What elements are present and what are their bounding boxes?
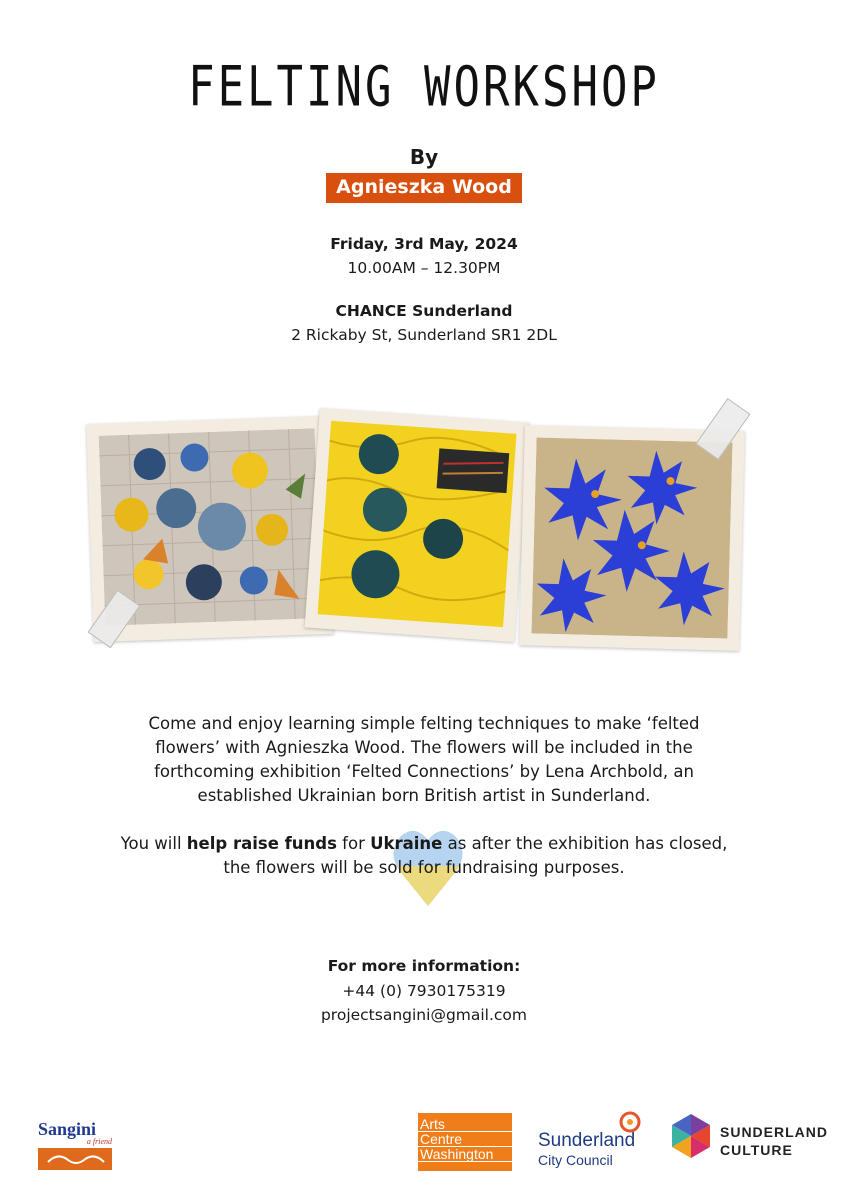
felt-flowers-yellow-photo — [99, 428, 321, 625]
felt-flowers-teal-photo — [318, 421, 517, 628]
description-line: established Ukrainian born British artist in Sunderland. — [197, 786, 651, 805]
fund-bold-ukraine: Ukraine — [370, 834, 443, 853]
description-line: Come and enjoy learning simple felting techniques to make ‘felted — [148, 714, 700, 733]
author-wrap — [0, 173, 848, 203]
author-badge: Agnieszka Wood — [326, 173, 522, 203]
fund-bold-help: help raise funds — [186, 834, 337, 853]
by-label: By — [409, 145, 439, 169]
arts-centre-washington-logo — [418, 1113, 512, 1171]
acw-logo-line: Washington — [418, 1147, 512, 1162]
description-line: forthcoming exhibition ‘Felted Connections’ by Lena Archbold, an — [154, 762, 694, 781]
fundraising-line-1 — [90, 832, 758, 856]
photo-collage — [80, 400, 770, 670]
photo-frame-3 — [519, 425, 745, 651]
scc-logo-line2: City Council — [538, 1152, 613, 1168]
event-time: 10.00AM – 12.30PM — [347, 259, 501, 277]
fundraising-text — [90, 832, 758, 880]
sangini-logo-text: Sangini — [38, 1119, 97, 1139]
sc-logo-line2: CULTURE — [720, 1142, 793, 1158]
fund-mid: for — [336, 834, 371, 853]
sunderland-culture-hex-icon — [670, 1112, 712, 1166]
contact-email[interactable]: projectsangini@gmail.com — [320, 1006, 528, 1024]
acw-logo-line: Centre — [418, 1132, 512, 1147]
description — [90, 712, 758, 808]
sangini-logo — [38, 1120, 112, 1170]
fundraising-line-2: the flowers will be sold for fundraising purposes. — [223, 858, 625, 877]
fund-post: as after the exhibition has closed, — [442, 834, 728, 853]
photo-frame-2 — [305, 408, 530, 642]
sunderland-city-council-logo — [538, 1110, 648, 1170]
sangini-logo-subtext: a friend — [86, 1137, 112, 1146]
fund-pre: You will — [120, 834, 187, 853]
scc-logo-line1: Sunderland — [538, 1130, 636, 1151]
event-date: Friday, 3rd May, 2024 — [330, 235, 518, 253]
felt-flowers-blue-photo — [531, 437, 732, 638]
contact-phone[interactable]: +44 (0) 7930175319 — [342, 982, 506, 1000]
sunderland-culture-logo — [670, 1110, 828, 1170]
description-line: flowers’ with Agnieszka Wood. The flowers will be included in the — [155, 738, 693, 757]
acw-logo-line: Arts — [418, 1117, 512, 1132]
contact-heading: For more information: — [327, 957, 521, 975]
handshake-icon — [38, 1148, 112, 1170]
event-address: 2 Rickaby St, Sunderland SR1 2DL — [291, 326, 557, 344]
sc-logo-line1: SUNDERLAND — [720, 1124, 828, 1140]
page-title: FELTING WORKSHOP — [188, 55, 660, 120]
event-venue: CHANCE Sunderland — [335, 302, 513, 320]
